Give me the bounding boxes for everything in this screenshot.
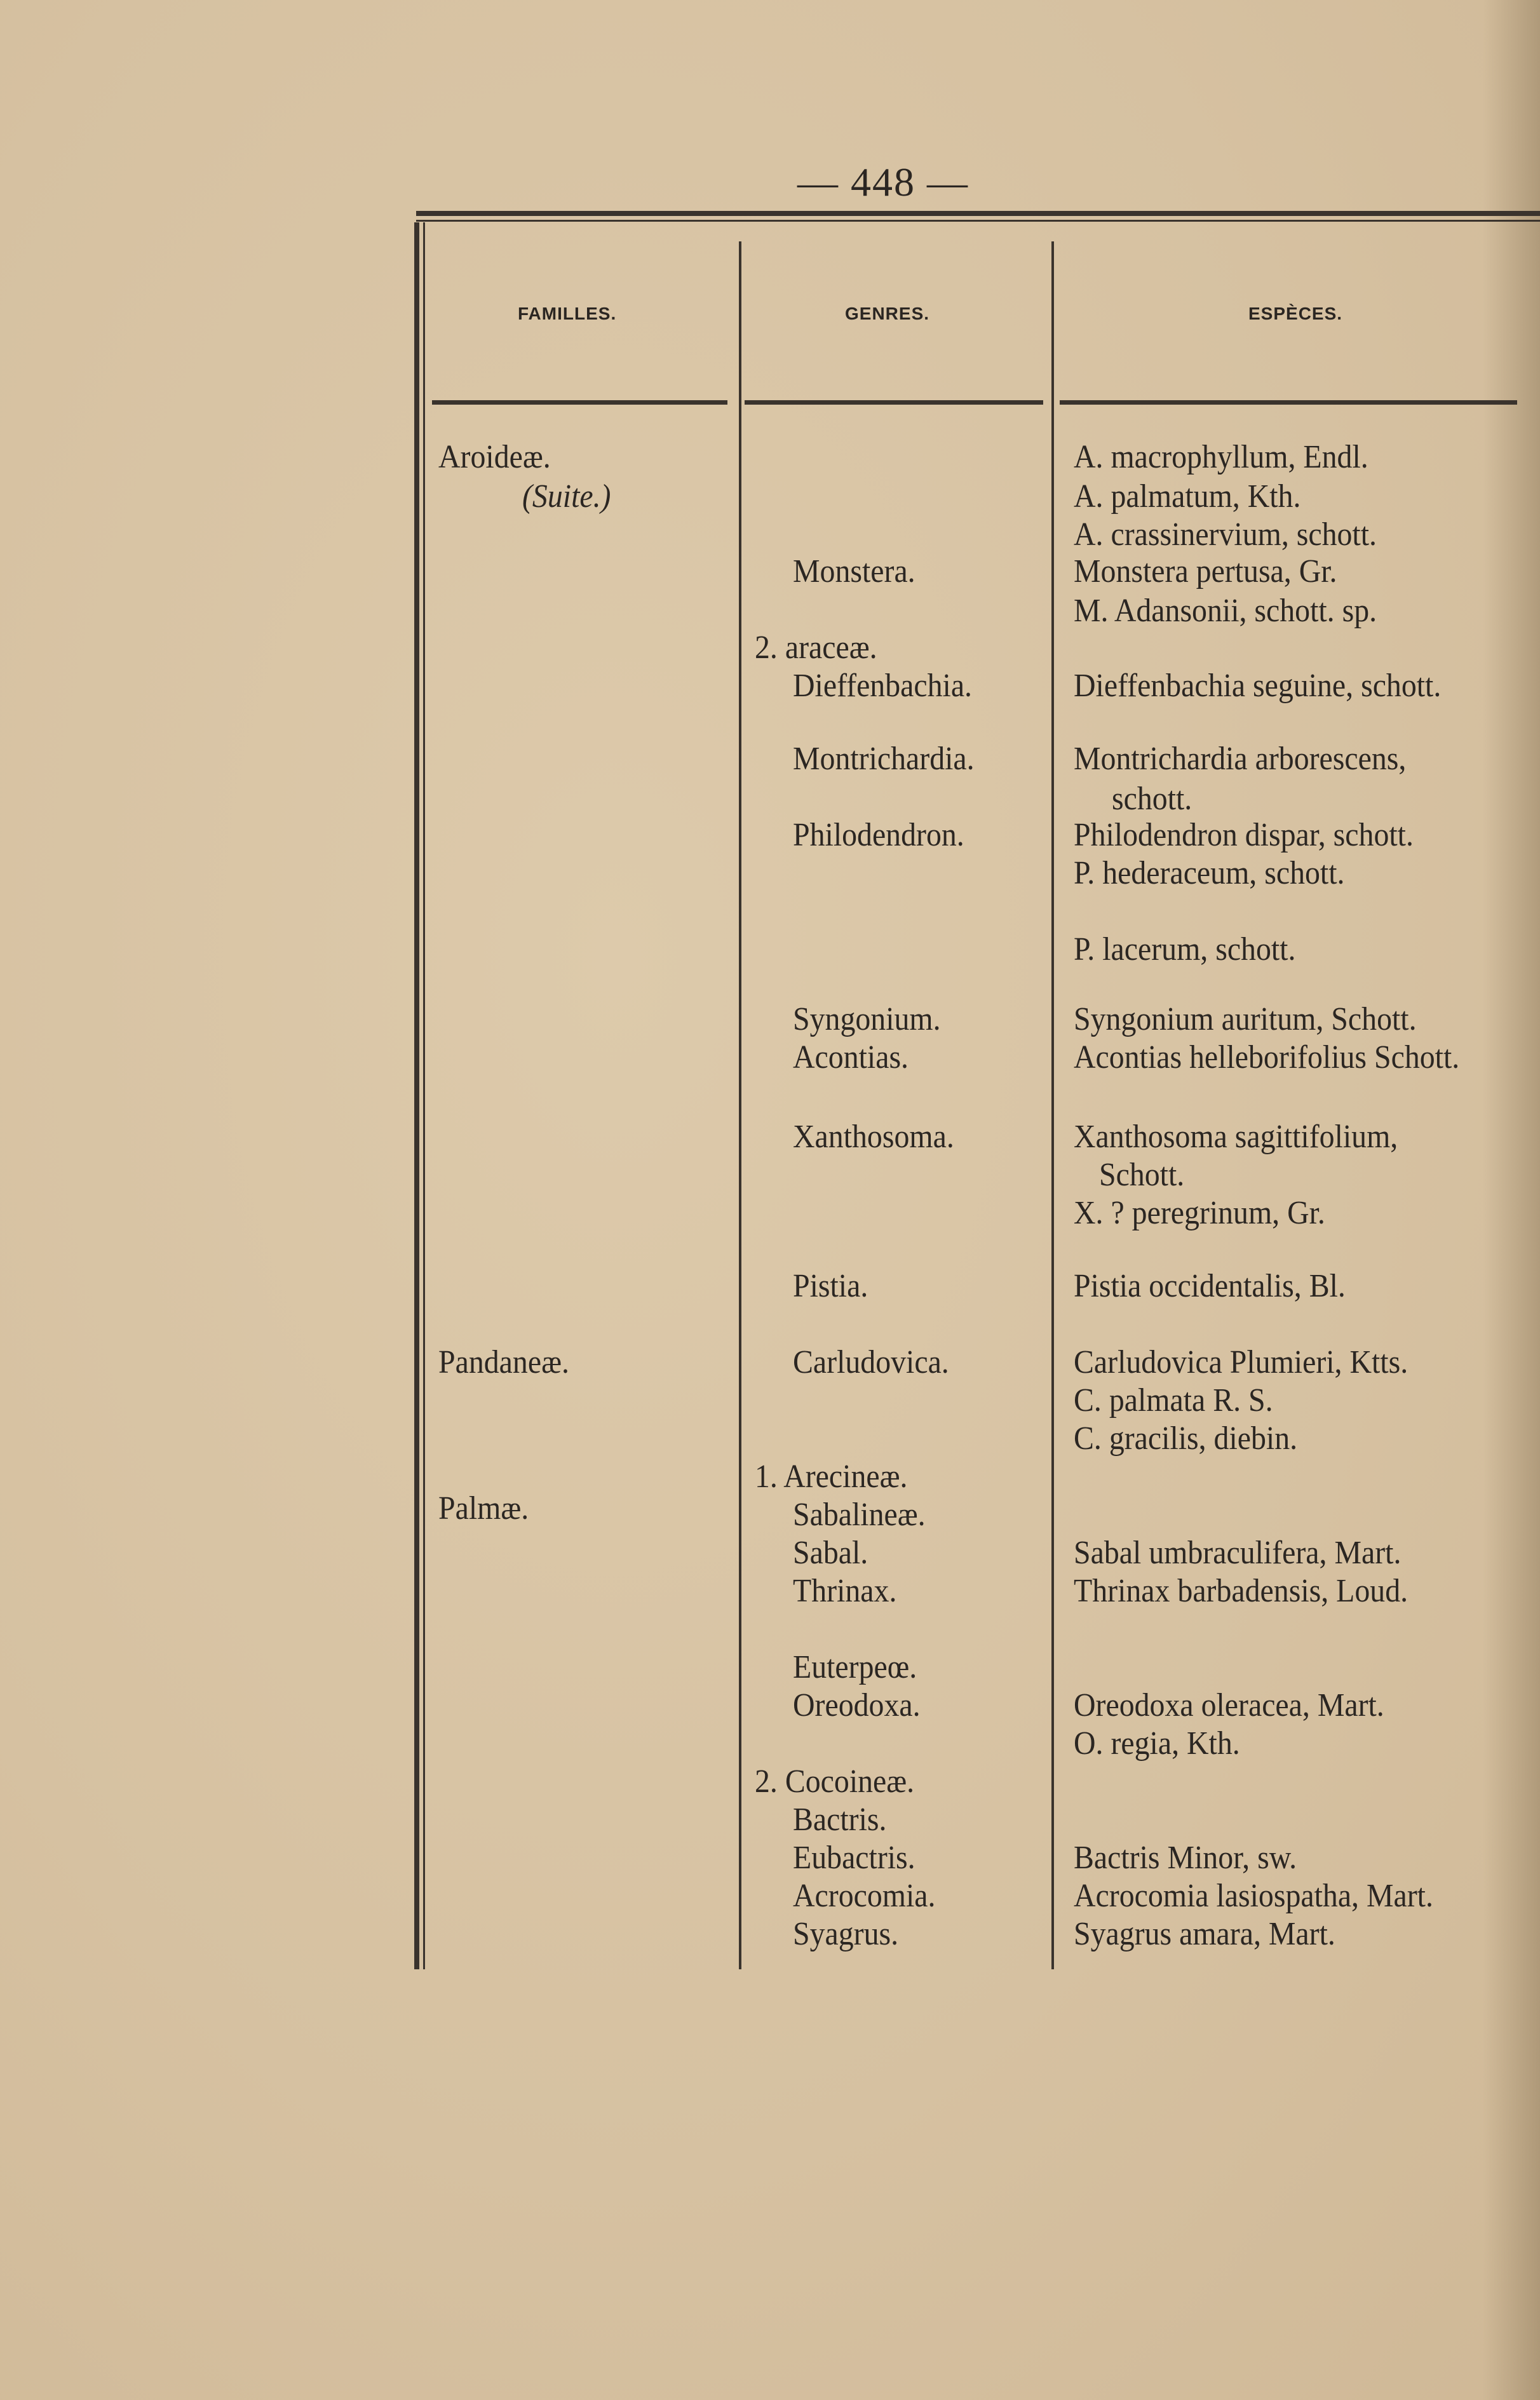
family-cell: Aroideæ. bbox=[438, 439, 551, 475]
espece-cell: Acrocomia lasiospatha, Mart. bbox=[1074, 1878, 1433, 1914]
genre-cell: Euterpeœ. bbox=[793, 1649, 917, 1685]
header-especes: ESPÈCES. bbox=[1248, 304, 1343, 323]
espece-cell: Sabal umbraculifera, Mart. bbox=[1074, 1535, 1402, 1571]
espece-cell: Bactris Minor, sw. bbox=[1074, 1840, 1297, 1876]
genre-cell: Syagrus. bbox=[793, 1916, 899, 1952]
genre-cell: 2. Cocoineæ. bbox=[755, 1763, 915, 1800]
genre-cell: Eubactris. bbox=[793, 1840, 915, 1876]
espece-cell: Xanthosoma sagittifolium, bbox=[1074, 1119, 1398, 1155]
espece-cell: Carludovica Plumieri, Ktts. bbox=[1074, 1344, 1408, 1380]
genre-cell: 2. araceæ. bbox=[755, 630, 877, 666]
espece-cell: Oreodoxa oleracea, Mart. bbox=[1074, 1687, 1384, 1723]
page-number: — 448 — bbox=[797, 159, 969, 205]
header-rule-especes bbox=[1060, 400, 1517, 405]
genre-cell: Sabalineæ. bbox=[793, 1497, 926, 1533]
genre-cell: Philodendron. bbox=[793, 817, 964, 853]
column-separator-1 bbox=[739, 241, 741, 1969]
genre-cell: 1. Arecineæ. bbox=[755, 1459, 908, 1495]
top-rule bbox=[416, 211, 1540, 216]
espece-cell: P. hederaceum, schott. bbox=[1074, 855, 1345, 891]
genre-cell: Pistia. bbox=[793, 1268, 868, 1304]
column-separator-2 bbox=[1051, 241, 1054, 1969]
family-cell: Pandaneæ. bbox=[438, 1344, 569, 1380]
espece-cell: O. regia, Kth. bbox=[1074, 1725, 1240, 1762]
espece-cell: C. gracilis, diebin. bbox=[1074, 1420, 1298, 1457]
top-rule-thin bbox=[416, 220, 1540, 222]
genre-cell: Oreodoxa. bbox=[793, 1687, 921, 1723]
genre-cell: Thrinax. bbox=[793, 1573, 897, 1609]
espece-cell: Philodendron dispar, schott. bbox=[1074, 817, 1414, 853]
espece-cell: Monstera pertusa, Gr. bbox=[1074, 553, 1337, 590]
genre-cell: Bactris. bbox=[793, 1802, 887, 1838]
espece-cell: A. crassinervium, schott. bbox=[1074, 516, 1377, 553]
header-rule-familles bbox=[432, 400, 727, 405]
espece-cell: Dieffenbachia seguine, schott. bbox=[1074, 668, 1442, 704]
espece-cell: Syngonium auritum, Schott. bbox=[1074, 1001, 1417, 1037]
page-edge-shadow bbox=[1483, 0, 1540, 2400]
genre-cell: Syngonium. bbox=[793, 1001, 941, 1037]
espece-cell: schott. bbox=[1112, 781, 1192, 817]
family-cell: Palmæ. bbox=[438, 1490, 529, 1527]
left-border bbox=[414, 222, 419, 1969]
genre-cell: Acontias. bbox=[793, 1039, 909, 1075]
espece-cell: Montrichardia arborescens, bbox=[1074, 741, 1407, 777]
espece-cell: A. macrophyllum, Endl. bbox=[1074, 439, 1368, 475]
espece-cell: X. ? peregrinum, Gr. bbox=[1074, 1195, 1325, 1231]
espece-cell: C. palmata R. S. bbox=[1074, 1382, 1273, 1419]
espece-cell: Acontias helleborifolius Schott. bbox=[1074, 1039, 1460, 1075]
espece-cell: M. Adansonii, schott. sp. bbox=[1074, 593, 1377, 629]
left-border-thin bbox=[423, 222, 425, 1969]
genre-cell: Dieffenbachia. bbox=[793, 668, 973, 704]
header-rule-genres bbox=[745, 400, 1043, 405]
espece-cell: Syagrus amara, Mart. bbox=[1074, 1916, 1335, 1952]
genre-cell: Carludovica. bbox=[793, 1344, 949, 1380]
espece-cell: Pistia occidentalis, Bl. bbox=[1074, 1268, 1346, 1304]
genre-cell: Acrocomia. bbox=[793, 1878, 936, 1914]
espece-cell: Thrinax barbadensis, Loud. bbox=[1074, 1573, 1408, 1609]
genre-cell: Sabal. bbox=[793, 1535, 868, 1571]
genre-cell: Monstera. bbox=[793, 553, 915, 590]
genre-cell: Xanthosoma. bbox=[793, 1119, 954, 1155]
espece-cell: A. palmatum, Kth. bbox=[1074, 478, 1301, 515]
header-familles: FAMILLES. bbox=[518, 304, 617, 323]
espece-cell: P. lacerum, schott. bbox=[1074, 931, 1296, 967]
espece-cell: Schott. bbox=[1099, 1157, 1185, 1193]
genre-cell: Montrichardia. bbox=[793, 741, 975, 777]
family-cell: (Suite.) bbox=[522, 478, 611, 515]
header-genres: GENRES. bbox=[845, 304, 930, 323]
